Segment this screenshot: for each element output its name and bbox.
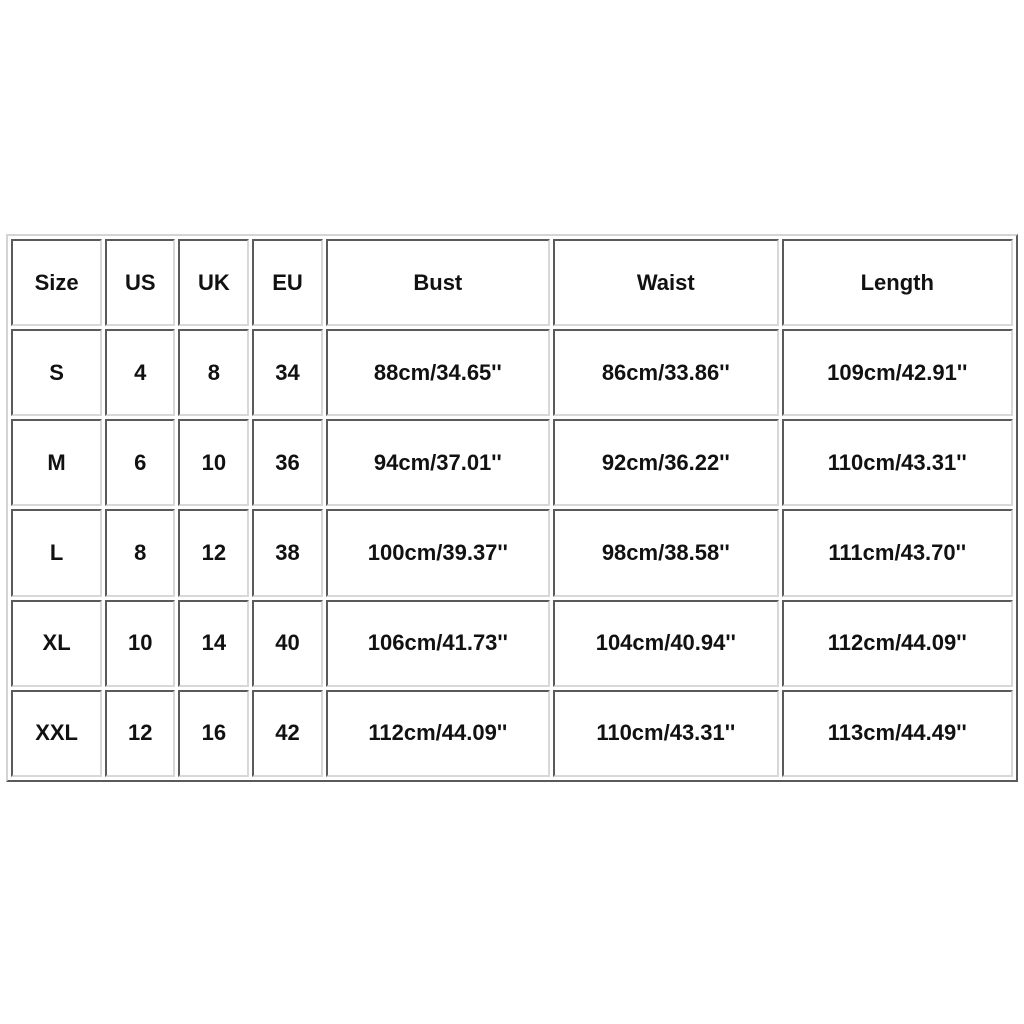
cell-length: 109cm/42.91'' [782,329,1014,416]
cell-us: 6 [105,419,175,506]
cell-us: 12 [105,690,175,777]
cell-uk: 16 [178,690,249,777]
cell-length: 110cm/43.31'' [782,419,1014,506]
table-row [11,690,1013,777]
cell-eu: 36 [252,419,322,506]
header-size: Size [11,239,102,326]
cell-bust: 112cm/44.09'' [326,690,550,777]
cell-us: 4 [105,329,175,416]
cell-eu: 34 [252,329,322,416]
cell-length: 113cm/44.49'' [782,690,1014,777]
cell-bust: 106cm/41.73'' [326,600,550,687]
header-uk: UK [178,239,249,326]
table-row [11,600,1013,687]
size-chart-table [6,234,1018,782]
cell-waist: 98cm/38.58'' [553,509,778,596]
cell-size: L [11,509,102,596]
cell-waist: 110cm/43.31'' [553,690,778,777]
cell-size: XXL [11,690,102,777]
cell-eu: 40 [252,600,322,687]
header-length: Length [782,239,1014,326]
cell-length: 112cm/44.09'' [782,600,1014,687]
cell-uk: 8 [178,329,249,416]
cell-size: S [11,329,102,416]
cell-size: M [11,419,102,506]
cell-waist: 92cm/36.22'' [553,419,778,506]
table-row [11,419,1013,506]
cell-size: XL [11,600,102,687]
cell-us: 8 [105,509,175,596]
cell-uk: 10 [178,419,249,506]
cell-uk: 14 [178,600,249,687]
cell-eu: 42 [252,690,322,777]
cell-waist: 86cm/33.86'' [553,329,778,416]
header-us: US [105,239,175,326]
table-row [11,329,1013,416]
cell-waist: 104cm/40.94'' [553,600,778,687]
table-header-row [11,239,1013,326]
cell-bust: 100cm/39.37'' [326,509,550,596]
table-row [11,509,1013,596]
header-waist: Waist [553,239,778,326]
header-bust: Bust [326,239,550,326]
cell-us: 10 [105,600,175,687]
cell-length: 111cm/43.70'' [782,509,1014,596]
cell-uk: 12 [178,509,249,596]
cell-eu: 38 [252,509,322,596]
header-eu: EU [252,239,322,326]
cell-bust: 88cm/34.65'' [326,329,550,416]
cell-bust: 94cm/37.01'' [326,419,550,506]
